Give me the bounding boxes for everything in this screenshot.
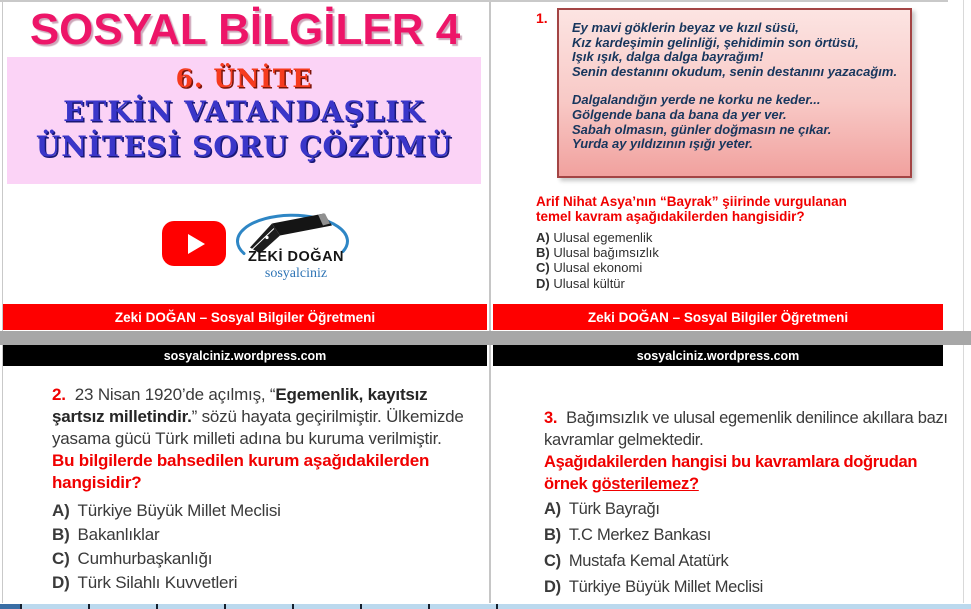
site-banner-right: sosyalciniz.wordpress.com — [493, 345, 943, 366]
youtube-icon — [162, 221, 226, 266]
taskbar-segment[interactable] — [90, 604, 158, 609]
taskbar-segment[interactable] — [498, 604, 971, 609]
option-row — [536, 230, 896, 245]
taskbar-segment[interactable] — [158, 604, 226, 609]
option-row — [52, 500, 476, 522]
poem-line: Kız kardeşimin gelinliği, şehidimin son örtüsü, — [572, 34, 859, 50]
question2-options — [52, 500, 476, 594]
option-row — [536, 276, 896, 291]
option-row — [52, 548, 476, 570]
option-row — [544, 524, 956, 546]
option-letter: B) — [536, 245, 550, 261]
site-banner-left: sosyalciniz.wordpress.com — [3, 345, 487, 366]
poem-box — [557, 8, 912, 178]
option-text: Türk Silahlı Kuvvetleri — [77, 573, 238, 592]
question2-text: Bu bilgilerde bahsedilen kurum aşağıdakilerden hangisidir? — [52, 451, 430, 492]
taskbar-segment[interactable] — [0, 604, 22, 609]
play-triangle-icon — [188, 234, 205, 254]
teacher-banner-left: Zeki DOĞAN – Sosyal Bilgiler Öğretmeni — [3, 304, 487, 330]
option-letter: D) — [52, 573, 70, 592]
option-text: Türkiye Büyük Millet Meclisi — [568, 578, 764, 596]
question3-number: 3. — [544, 409, 558, 427]
question2-number: 2. — [52, 385, 66, 404]
question3-text-underlined: gösterilemez? — [591, 475, 699, 493]
unit-title-line1: ETKİN VATANDAŞLIK — [63, 95, 425, 128]
unit-title-line2: ÜNİTESİ SORU ÇÖZÜMÜ — [35, 130, 453, 163]
poem-line: Yurda ay yıldızının ışığı yeter. — [572, 136, 753, 152]
option-letter: A) — [52, 501, 70, 520]
question2-intro-bold: Egemenlik, kayıtsız şartsız milletindir. — [52, 385, 428, 426]
option-letter: D) — [536, 275, 550, 291]
pen-breather-hole — [265, 236, 268, 239]
option-text: Türkiye Büyük Millet Meclisi — [77, 501, 281, 520]
option-letter: B) — [544, 526, 561, 544]
question3-intro: Bağımsızlık ve ulusal egemenlik denilince akıllara bazı kavramlar gelmektedir. — [544, 409, 948, 449]
option-text: Ulusal egemenlik — [553, 230, 653, 245]
option-row — [544, 550, 956, 572]
question2-block — [52, 384, 476, 596]
option-letter: A) — [544, 500, 561, 518]
option-text: Ulusal kültür — [553, 275, 625, 291]
taskbar-segment[interactable] — [362, 604, 430, 609]
taskbar-segment[interactable] — [294, 604, 362, 609]
option-text: T.C Merkez Bankası — [568, 526, 712, 544]
poem-stanza-1 — [572, 21, 904, 79]
option-letter: A) — [536, 230, 550, 245]
poem-line: Senin destanını okudum, senin destanını yazacağım. — [572, 63, 898, 79]
question3-options — [544, 498, 956, 598]
slide-column-divider — [489, 2, 491, 603]
teacher-banner-right: Zeki DOĞAN – Sosyal Bilgiler Öğretmeni — [493, 304, 943, 330]
option-row — [544, 576, 956, 598]
poem-line: Gölgende bana da bana da yer ver. — [572, 106, 787, 122]
taskbar-strip[interactable] — [0, 603, 971, 609]
option-row — [52, 572, 476, 594]
taskbar-segment[interactable] — [430, 604, 498, 609]
question2-intro-prefix: 23 Nisan 1920’de açılmış, “ — [74, 385, 276, 404]
option-row — [52, 524, 476, 546]
question3-text-prefix: Aşağıdakilerden hangisi bu kavramlara doğrudan örnek — [544, 453, 918, 493]
slide-gap-strip — [0, 331, 971, 345]
option-text: Mustafa Kemal Atatürk — [568, 552, 729, 570]
option-letter: D) — [544, 578, 561, 596]
option-text: Ulusal ekonomi — [553, 260, 643, 276]
option-text: Cumhurbaşkanlığı — [77, 549, 213, 568]
logo-name: ZEKİ DOĞAN — [247, 249, 345, 265]
option-text: Ulusal bağımsızlık — [553, 245, 659, 261]
question3-block — [544, 407, 956, 602]
option-letter: C) — [544, 552, 561, 570]
poem-line: Sabah olmasın, günler doğmasın ne çıkar. — [572, 121, 832, 137]
question1-number: 1. — [536, 10, 548, 26]
poem-stanza-2 — [572, 93, 904, 151]
option-text: Bakanlıklar — [77, 525, 160, 544]
question2-intro-suffix: ” sözü hayata geçirilmiştir. Ülkemizde yasama gücü Türk milleti adına bu kuruma verilmiştir. — [52, 407, 464, 448]
logo-subtitle: sosyalciniz — [264, 266, 328, 281]
poem-line: Işık ışık, dalga dalga bayrağım! — [572, 49, 764, 65]
option-letter: C) — [52, 549, 70, 568]
option-row — [536, 245, 896, 260]
option-row — [544, 498, 956, 520]
option-letter: C) — [536, 260, 550, 276]
poem-line: Dalgalandığın yerde ne korku ne keder... — [572, 92, 821, 108]
slide-right-border — [963, 0, 964, 603]
course-title: SOSYAL BİLGİLER 4 — [29, 5, 461, 54]
slide-left-border — [2, 2, 3, 603]
option-row — [536, 260, 896, 275]
question3-text — [544, 451, 956, 495]
taskbar-segment[interactable] — [226, 604, 294, 609]
taskbar-segment[interactable] — [22, 604, 90, 609]
window-top-border — [0, 0, 948, 2]
unit-title-box — [7, 57, 481, 184]
unit-number-label: 6. ÜNİTE — [175, 64, 313, 93]
question1-options — [536, 230, 896, 291]
option-letter: B) — [52, 525, 70, 544]
question1-text: Arif Nihat Asya’nın “Bayrak” şiirinde vurgulanan temel kavram aşağıdakilerden hangisidir? — [536, 194, 847, 224]
poem-line: Ey mavi göklerin beyaz ve kızıl süsü, — [572, 20, 799, 35]
option-text: Türk Bayrağı — [568, 500, 660, 518]
